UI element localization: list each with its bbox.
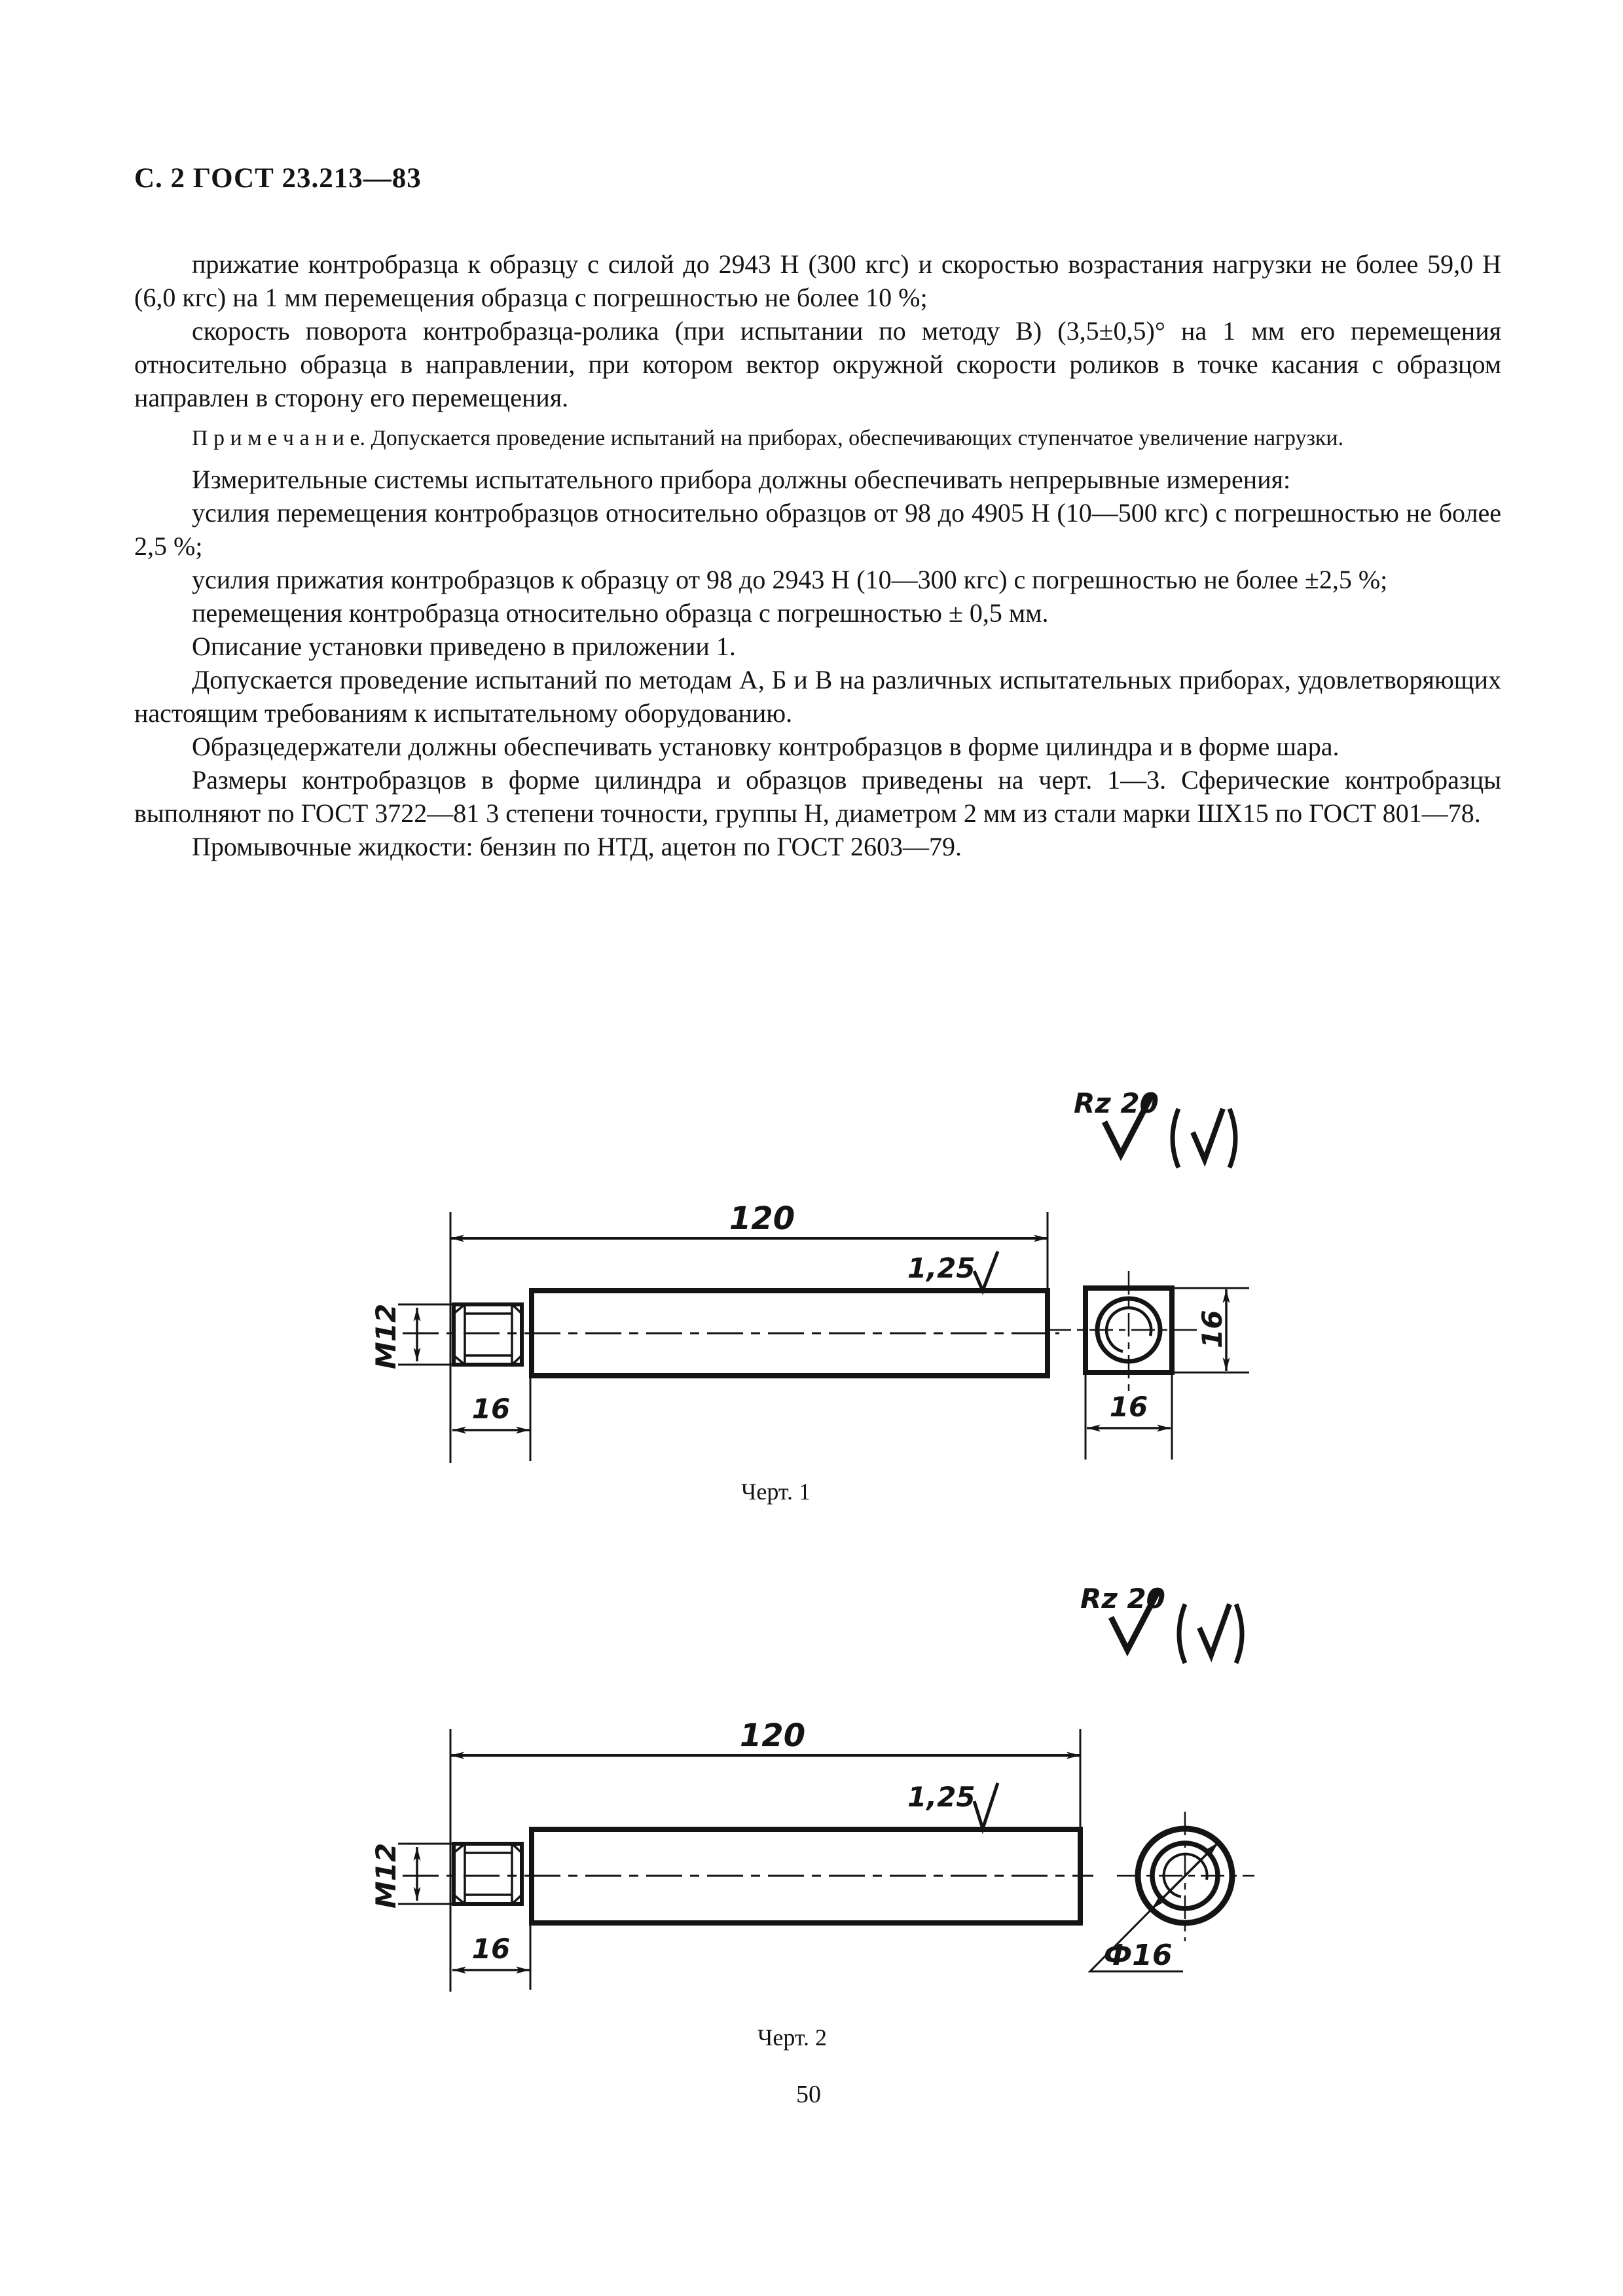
figure-1-drawing	[367, 1067, 1257, 1476]
figure-1-caption: Черт. 1	[741, 1479, 811, 1505]
threaded-stub	[454, 1844, 522, 1904]
dimension-text: 16	[1196, 1310, 1228, 1348]
dimension-thread-length	[452, 1923, 530, 1990]
paragraph: Размеры контробразцов в форме цилиндра и образцов приведены на черт. 1—3. Сферические контробразцы выполняют по ГОСТ 3722—81 3 степени точности, группы Н, диаметром 2 мм из стали марки ШХ15 по ГОСТ 801—78.	[134, 765, 1501, 828]
paragraph: усилия прижатия контробразцов к образцу от 98 до 2943 Н (10—300 кгс) с погрешностью не более ±2,5 %;	[192, 565, 1388, 594]
paragraph: Промывочные жидкости: бензин по НТД, ацетон по ГОСТ 2603—79.	[192, 832, 962, 861]
dimension-text: 1,25	[907, 1781, 976, 1813]
dimension-text: 16	[471, 1393, 511, 1425]
paren-open-icon	[1173, 1109, 1178, 1168]
dimension-text: 16	[471, 1933, 511, 1965]
dimension-text: 120	[739, 1717, 806, 1754]
paragraph: скорость поворота контробразца-ролика (при испытании по методу В) (3,5±0,5)° на 1 мм его перемещения относительно образца в направлении, при котором вектор окружной скорости роликов в точке касания с образцом направлен в сторону его перемещения.	[134, 316, 1501, 412]
paragraph: Измерительные системы испытательного прибора должны обеспечивать непрерывные измерения:	[192, 465, 1291, 494]
paragraph: усилия перемещения контробразцов относительно образцов от 98 до 4905 Н (10—500 кгс) с погрешностью не более 2,5 %;	[134, 498, 1501, 561]
dimension-text: 120	[729, 1200, 795, 1237]
surface-roughness-icon	[1074, 1087, 1235, 1168]
dimension-thread	[370, 1304, 452, 1369]
roughness-value: Rz 20	[1080, 1583, 1165, 1615]
dimension-text: Ф16	[1103, 1939, 1173, 1972]
roughness-value: Rz 20	[1074, 1087, 1159, 1119]
dimension-text: М12	[370, 1842, 402, 1909]
body-text	[134, 247, 1501, 863]
dimension-overall	[450, 1200, 1048, 1463]
threaded-stub	[454, 1304, 522, 1365]
paren-open-icon	[1179, 1604, 1185, 1663]
dimension-surface-roughness	[907, 1251, 998, 1291]
figure-2-caption: Черт. 2	[757, 2024, 827, 2051]
end-view-square	[1048, 1271, 1197, 1392]
dimension-text: М12	[370, 1303, 402, 1369]
dimension-surface-roughness	[907, 1781, 998, 1829]
paren-close-icon	[1236, 1604, 1242, 1663]
note-paragraph: П р и м е ч а н и е. Допускается проведение испытаний на приборах, обеспечивающих ступенчатое увеличение нагрузки.	[192, 426, 1344, 450]
surface-roughness-icon	[1080, 1583, 1242, 1663]
paragraph: Описание установки приведено в приложении 1.	[192, 632, 736, 661]
page-header: С. 2 ГОСТ 23.213—83	[134, 163, 422, 194]
paragraph: Допускается проведение испытаний по методам А, Б и В на различных испытательных приборах, удовлетворяющих настоящим требованиям к испытательному оборудованию.	[134, 665, 1501, 728]
check-icon	[1193, 1109, 1223, 1160]
paragraph: прижатие контробразца к образцу с силой до 2943 Н (300 кгс) и скоростью возрастания нагрузки не более 59,0 Н (6,0 кгс) на 1 мм перемещения образца с погрешностью не более 10 %;	[134, 249, 1501, 312]
dimension-thread-length	[452, 1378, 530, 1461]
paragraph: Образцедержатели должны обеспечивать установку контробразцов в форме цилиндра и в форме шара.	[192, 732, 1340, 761]
dimension-text: 1,25	[907, 1252, 976, 1284]
page-number: 50	[796, 2081, 821, 2108]
figure-2-drawing	[367, 1558, 1283, 2016]
check-icon	[1199, 1604, 1230, 1655]
paragraph: перемещения контробразца относительно образца с погрешностью ± 0,5 мм.	[192, 598, 1049, 628]
paren-close-icon	[1230, 1109, 1235, 1168]
dimension-overall	[450, 1717, 1080, 1992]
dimension-text: 16	[1109, 1391, 1148, 1423]
